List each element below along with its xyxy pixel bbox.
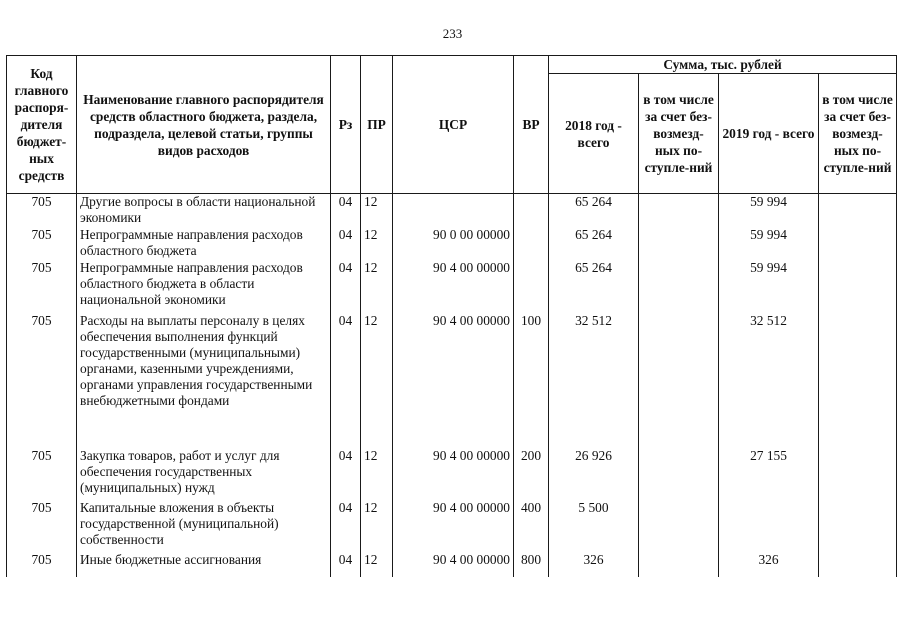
table-row: [7, 552, 897, 577]
header-2019-total: 2019 год - всего: [719, 74, 819, 194]
cell-2018-total: 32 512: [549, 313, 639, 448]
cell-code: 705: [7, 227, 77, 260]
table-row: [7, 260, 897, 313]
cell-vr: [514, 194, 549, 228]
cell-csr: 90 0 00 00000: [393, 227, 514, 260]
cell-code: 705: [7, 552, 77, 577]
table-body: [7, 194, 897, 578]
cell-2018-total: 5 500: [549, 500, 639, 552]
header-vr: ВР: [514, 56, 549, 194]
cell-name: Закупка товаров, работ и услуг для обеспечения государственных (муниципальных) нужд: [77, 448, 331, 500]
cell-pr: 12: [361, 552, 393, 577]
cell-name: Расходы на выплаты персоналу в целях обеспечения выполнения функций государственными (муниципальными) органами, казенными учреждениями, органами управления государственными внебюджетными фондами: [77, 313, 331, 448]
page-number: 233: [442, 26, 463, 41]
cell-name: Другие вопросы в области национальной экономики: [77, 194, 331, 228]
table-row: [7, 227, 897, 260]
cell-2019-bezvozm: [819, 448, 897, 500]
table-row: [7, 313, 897, 448]
table-row: [7, 500, 897, 552]
cell-2018-total: 326: [549, 552, 639, 577]
cell-name: Непрограммные направления расходов областного бюджета: [77, 227, 331, 260]
header-2018-bezvozm: в том числе за счет без-возмезд-ных по-ступле-ний: [639, 74, 719, 194]
cell-rz: 04: [331, 552, 361, 577]
cell-pr: 12: [361, 260, 393, 313]
cell-2019-total: 59 994: [719, 227, 819, 260]
cell-2018-bezvozm: [639, 500, 719, 552]
cell-csr: 90 4 00 00000: [393, 260, 514, 313]
cell-2018-bezvozm: [639, 448, 719, 500]
table-row: [7, 448, 897, 500]
cell-vr: [514, 260, 549, 313]
cell-2019-total: [719, 500, 819, 552]
cell-vr: [514, 227, 549, 260]
cell-2019-bezvozm: [819, 194, 897, 228]
header-pr: ПР: [361, 56, 393, 194]
cell-rz: 04: [331, 313, 361, 448]
cell-pr: 12: [361, 500, 393, 552]
cell-name: Непрограммные направления расходов областного бюджета в области национальной экономики: [77, 260, 331, 313]
cell-name: Иные бюджетные ассигнования: [77, 552, 331, 577]
cell-2019-total: 32 512: [719, 313, 819, 448]
cell-2019-bezvozm: [819, 500, 897, 552]
cell-2018-bezvozm: [639, 313, 719, 448]
cell-pr: 12: [361, 227, 393, 260]
header-csr: ЦСР: [393, 56, 514, 194]
cell-rz: 04: [331, 500, 361, 552]
cell-vr: 400: [514, 500, 549, 552]
cell-csr: 90 4 00 00000: [393, 448, 514, 500]
cell-rz: 04: [331, 194, 361, 228]
cell-pr: 12: [361, 194, 393, 228]
cell-2019-total: 326: [719, 552, 819, 577]
header-sum: Сумма, тыс. рублей: [549, 56, 897, 74]
cell-rz: 04: [331, 260, 361, 313]
cell-2018-total: 65 264: [549, 227, 639, 260]
cell-pr: 12: [361, 313, 393, 448]
cell-2019-bezvozm: [819, 552, 897, 577]
cell-code: 705: [7, 500, 77, 552]
cell-2019-bezvozm: [819, 260, 897, 313]
cell-2019-total: 59 994: [719, 194, 819, 228]
cell-2018-total: 65 264: [549, 260, 639, 313]
header-name: Наименование главного распорядителя средств областного бюджета, раздела, подраздела, целевой статьи, группы видов расходов: [77, 56, 331, 194]
cell-code: 705: [7, 194, 77, 228]
cell-2018-total: 65 264: [549, 194, 639, 228]
cell-code: 705: [7, 313, 77, 448]
cell-vr: 100: [514, 313, 549, 448]
cell-code: 705: [7, 448, 77, 500]
table-header: [7, 56, 897, 194]
cell-csr: 90 4 00 00000: [393, 552, 514, 577]
header-2019-bezvozm: в том числе за счет без-возмезд-ных по-ступле-ний: [819, 74, 897, 194]
cell-2018-bezvozm: [639, 227, 719, 260]
cell-csr: 90 4 00 00000: [393, 500, 514, 552]
cell-2019-total: 59 994: [719, 260, 819, 313]
cell-vr: 200: [514, 448, 549, 500]
cell-name: Капитальные вложения в объекты государственной (муниципальной) собственности: [77, 500, 331, 552]
cell-2018-bezvozm: [639, 194, 719, 228]
cell-2018-bezvozm: [639, 260, 719, 313]
header-rz: Рз: [331, 56, 361, 194]
cell-rz: 04: [331, 448, 361, 500]
cell-2018-bezvozm: [639, 552, 719, 577]
header-2018-total: 2018 год - всего: [549, 74, 639, 194]
cell-2019-total: 27 155: [719, 448, 819, 500]
cell-pr: 12: [361, 448, 393, 500]
cell-2019-bezvozm: [819, 313, 897, 448]
cell-csr: 90 4 00 00000: [393, 313, 514, 448]
header-code: Код главного распоря-дителя бюджет-ных средств: [7, 56, 77, 194]
cell-2018-total: 26 926: [549, 448, 639, 500]
table-row: [7, 194, 897, 228]
cell-2019-bezvozm: [819, 227, 897, 260]
cell-rz: 04: [331, 227, 361, 260]
budget-table: [6, 55, 897, 577]
cell-csr: [393, 194, 514, 228]
cell-code: 705: [7, 260, 77, 313]
cell-vr: 800: [514, 552, 549, 577]
